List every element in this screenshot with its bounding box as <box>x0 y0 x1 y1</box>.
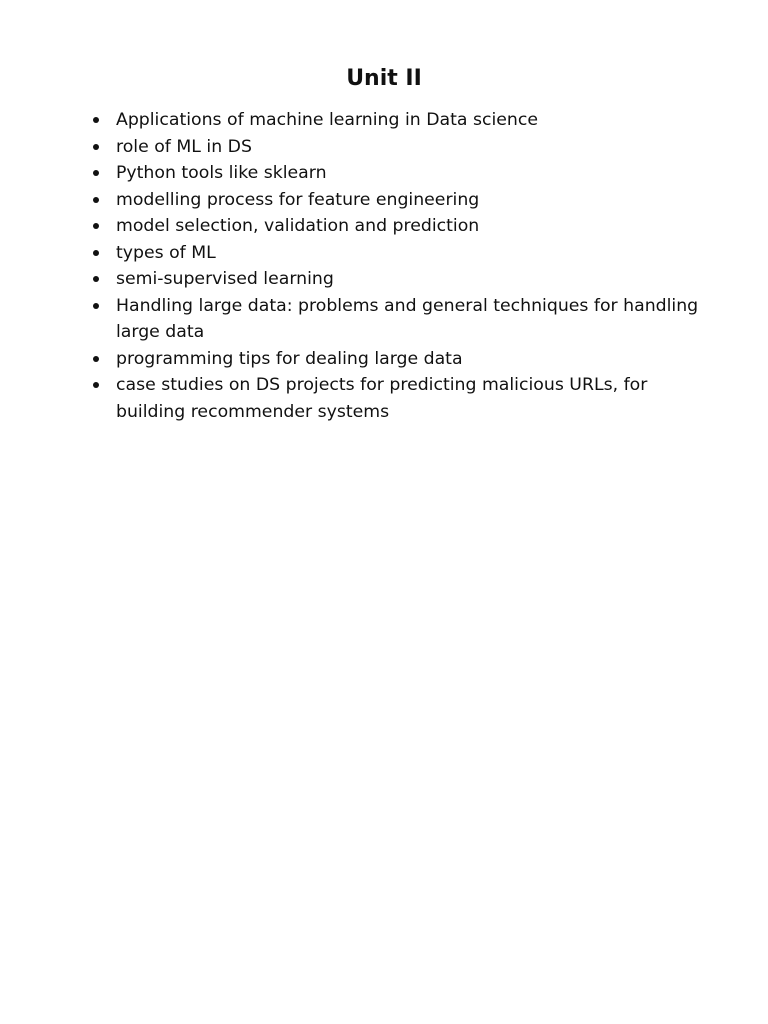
list-item-text: types of ML <box>116 242 216 263</box>
list-item <box>92 213 712 240</box>
list-item-text: case studies on DS projects for predicting malicious URLs, for building recommender systems <box>116 375 648 422</box>
list-item <box>92 134 712 161</box>
list-item <box>92 107 712 134</box>
list-item-text: Applications of machine learning in Data science <box>116 110 538 130</box>
list-item <box>92 240 712 267</box>
list-item-text: model selection, validation and prediction <box>116 216 480 236</box>
bullet-icon <box>93 356 99 362</box>
bullet-icon <box>93 250 99 256</box>
bullet-icon <box>93 197 99 203</box>
list-item-text: Handling large data: problems and general techniques for handling large data <box>116 295 699 342</box>
bullet-icon <box>93 303 99 309</box>
list-item <box>92 160 712 187</box>
list-item-text: semi-supervised learning <box>116 269 334 289</box>
bullet-icon <box>93 382 99 388</box>
list-item <box>92 187 712 214</box>
topic-list <box>92 107 712 425</box>
list-item-text: modelling process for feature engineering <box>116 189 480 210</box>
bullet-icon <box>93 223 99 229</box>
list-item <box>92 266 712 293</box>
list-item <box>92 293 712 346</box>
list-item-text: programming tips for dealing large data <box>116 348 463 369</box>
list-item-text: Python tools like sklearn <box>116 163 327 183</box>
list-item <box>92 346 712 373</box>
page-title: Unit II <box>346 66 422 91</box>
list-item <box>92 372 712 425</box>
bullet-icon <box>93 276 99 282</box>
list-item-text: role of ML in DS <box>116 136 252 157</box>
bullet-icon <box>93 170 99 176</box>
bullet-icon <box>93 144 99 150</box>
bullet-icon <box>93 117 99 123</box>
